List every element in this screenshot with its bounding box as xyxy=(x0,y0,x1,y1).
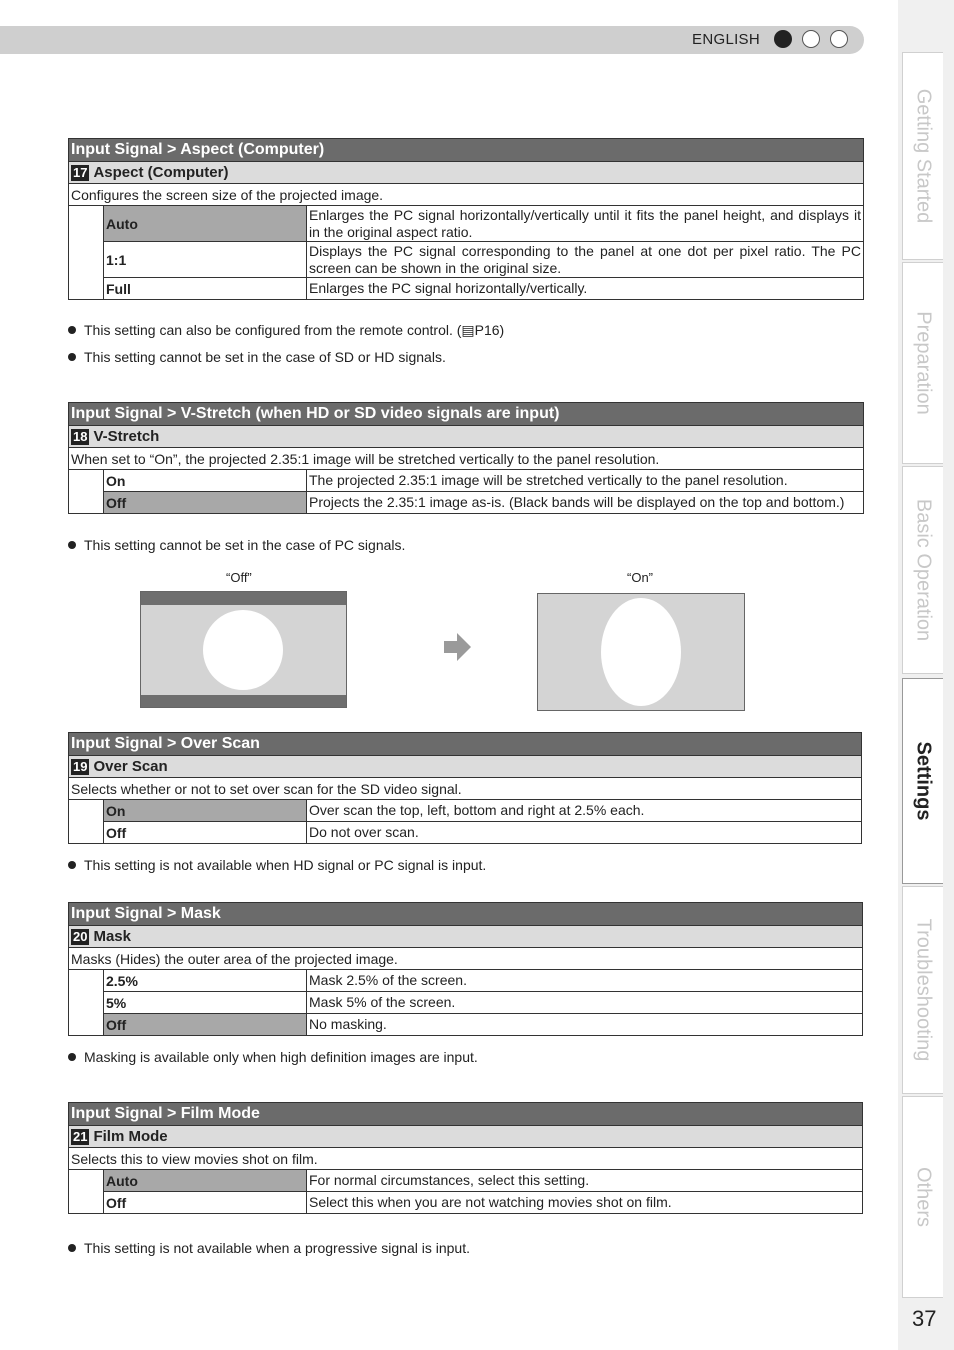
bullet-icon xyxy=(68,861,76,869)
setting-name: 19 Over Scan xyxy=(69,756,862,778)
section-title: Input Signal > Over Scan xyxy=(69,733,862,756)
option-text: Mask 5% of the screen. xyxy=(307,992,863,1014)
bullet-icon xyxy=(68,353,76,361)
option-name: Off xyxy=(104,1014,307,1036)
arrow-right-icon xyxy=(444,632,472,662)
figure-off-image xyxy=(140,591,348,709)
figure-off-label: “Off” xyxy=(226,570,252,585)
indicator-dot-filled-icon xyxy=(774,30,792,48)
note: This setting is not available when HD signal or PC signal is input. xyxy=(68,857,486,873)
option-text: Projects the 2.35:1 image as-is. (Black bands will be displayed on the top and bottom.) xyxy=(307,492,864,514)
note: Masking is available only when high definition images are input. xyxy=(68,1049,478,1065)
option-name: Auto xyxy=(104,206,307,242)
option-text: Over scan the top, left, bottom and right at 2.5% each. xyxy=(307,800,862,822)
option-name: 1:1 xyxy=(104,242,307,278)
tab-settings[interactable]: Settings xyxy=(902,678,943,884)
setting-description: Configures the screen size of the projected image. xyxy=(69,184,864,206)
setting-name: 18 V-Stretch xyxy=(69,426,864,448)
note: This setting can also be configured from the remote control. (▤P16) xyxy=(68,322,504,339)
page-number: 37 xyxy=(912,1306,937,1331)
vstretch-table xyxy=(68,402,864,514)
option-text: No masking. xyxy=(307,1014,863,1036)
mask-table xyxy=(68,902,863,1036)
option-name: Off xyxy=(104,492,307,514)
language-label: ENGLISH xyxy=(692,31,760,48)
figure-on-label: “On” xyxy=(627,570,653,585)
figure-on-image xyxy=(537,593,746,712)
option-name: Full xyxy=(104,278,307,300)
option-text: Displays the PC signal corresponding to the panel at one dot per pixel ratio. The PC screen can be shown in the original size. xyxy=(307,242,864,278)
tab-others[interactable]: Others xyxy=(902,1096,943,1298)
option-text: For normal circumstances, select this setting. xyxy=(307,1170,863,1192)
bullet-icon xyxy=(68,326,76,334)
option-name: 5% xyxy=(104,992,307,1014)
option-name: Auto xyxy=(104,1170,307,1192)
note: This setting is not available when a progressive signal is input. xyxy=(68,1240,470,1256)
overscan-table xyxy=(68,732,862,844)
option-text: The projected 2.35:1 image will be stretched vertically to the panel resolution. xyxy=(307,470,864,492)
option-text: Do not over scan. xyxy=(307,822,862,844)
option-text: Enlarges the PC signal horizontally/vertically until it fits the panel height, and displays it in the original aspect ratio. xyxy=(307,206,864,242)
option-name: Off xyxy=(104,822,307,844)
bullet-icon xyxy=(68,1244,76,1252)
tab-troubleshooting[interactable]: Troubleshooting xyxy=(902,886,943,1094)
section-title: Input Signal > V-Stretch (when HD or SD video signals are input) xyxy=(69,403,864,426)
language-bar xyxy=(0,26,864,54)
option-text: Mask 2.5% of the screen. xyxy=(307,970,863,992)
section-title: Input Signal > Mask xyxy=(69,903,863,926)
tab-getting-started[interactable]: Getting Started xyxy=(902,52,943,260)
setting-description: When set to “On”, the projected 2.35:1 image will be stretched vertically to the panel resolution. xyxy=(69,448,864,470)
aspect-table xyxy=(68,138,864,300)
setting-description: Masks (Hides) the outer area of the projected image. xyxy=(69,948,863,970)
indicator-dot-empty-icon xyxy=(830,30,848,48)
setting-description: Selects this to view movies shot on film. xyxy=(69,1148,863,1170)
setting-name: 21 Film Mode xyxy=(69,1126,863,1148)
bullet-icon xyxy=(68,541,76,549)
section-title: Input Signal > Film Mode xyxy=(69,1103,863,1126)
option-name: On xyxy=(104,800,307,822)
option-text: Enlarges the PC signal horizontally/vertically. xyxy=(307,278,864,300)
tab-preparation[interactable]: Preparation xyxy=(902,262,943,464)
tab-basic-operation[interactable]: Basic Operation xyxy=(902,466,943,674)
option-name: Off xyxy=(104,1192,307,1214)
filmmode-table xyxy=(68,1102,863,1214)
setting-name: 20 Mask xyxy=(69,926,863,948)
indicator-dot-empty-icon xyxy=(802,30,820,48)
option-text: Select this when you are not watching movies shot on film. xyxy=(307,1192,863,1214)
bullet-icon xyxy=(68,1053,76,1061)
option-name: 2.5% xyxy=(104,970,307,992)
option-name: On xyxy=(104,470,307,492)
note: This setting cannot be set in the case of SD or HD signals. xyxy=(68,349,446,365)
setting-name: 17 Aspect (Computer) xyxy=(69,162,864,184)
setting-description: Selects whether or not to set over scan for the SD video signal. xyxy=(69,778,862,800)
section-title: Input Signal > Aspect (Computer) xyxy=(69,139,864,162)
note: This setting cannot be set in the case of PC signals. xyxy=(68,537,405,553)
